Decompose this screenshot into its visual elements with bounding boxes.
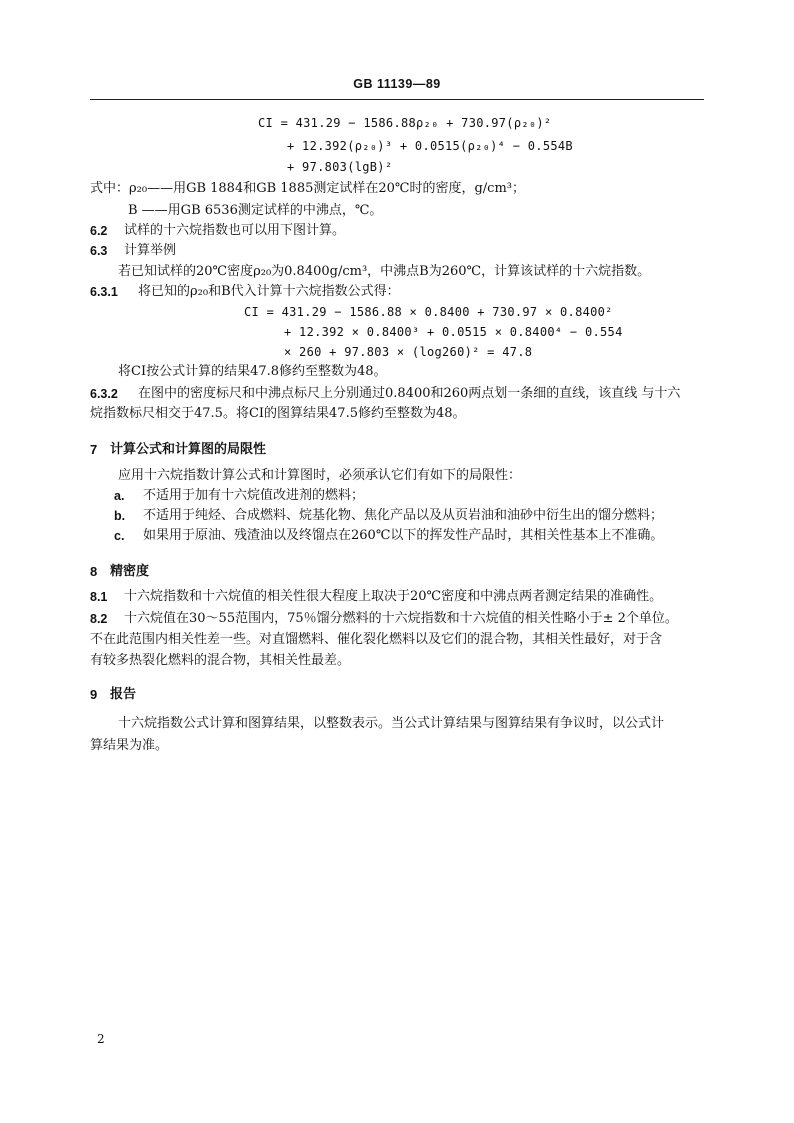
limitation-a-text: 不适用于加有十六烷值改进剂的燃料； <box>143 488 365 503</box>
where-line-2: B ——用GB 6536测定试样的中沸点，℃。 <box>128 203 383 218</box>
section-7-intro: 应用十六烷指数计算公式和计算图时，必须承认它们有如下的局限性： <box>118 468 522 483</box>
section-6-2-number: 6.2 <box>90 224 108 238</box>
section-8-1-number: 8.1 <box>90 590 108 604</box>
section-9-number: 9 <box>90 687 98 702</box>
section-9-line-2: 算结果为准。 <box>90 738 169 753</box>
calc-line-1: CI = 431.29 − 1586.88 × 0.8400 + 730.97 × 0.8400² <box>244 305 613 319</box>
section-6-3-2-line-2: 烷指数标尺相交于47.5。将CI的图算结果47.5修约至整数为48。 <box>90 406 466 421</box>
page-number: 2 <box>97 1032 105 1046</box>
section-8-number: 8 <box>90 564 98 579</box>
page-header: GB 11139—89 <box>353 77 441 91</box>
ci-formula-line-1: CI = 431.29 − 1586.88ρ₂₀ + 730.97(ρ₂₀)² <box>258 116 552 130</box>
limitation-b-label: b. <box>114 509 126 523</box>
ci-formula-line-3: + 97.803(lgB)² <box>287 160 393 174</box>
calc-line-3: × 260 + 97.803 × (log260)² = 47.8 <box>284 345 533 359</box>
section-6-3-1-number: 6.3.1 <box>90 285 118 299</box>
example-intro: 若已知试样的20℃密度ρ₂₀为0.8400g/cm³，中沸点B为260℃，计算该试样的十六烷指数。 <box>118 264 651 279</box>
section-8-2-number: 8.2 <box>90 612 108 626</box>
section-9-line-1: 十六烷指数公式计算和图算结果，以整数表示。当公式计算结果与图算结果有争议时，以公式计 <box>118 716 665 731</box>
rounding-text: 将CI按公式计算的结果47.8修约至整数为48。 <box>118 364 387 379</box>
section-7-title: 计算公式和计算图的局限性 <box>110 442 267 457</box>
section-6-3-number: 6.3 <box>90 244 108 258</box>
section-6-2-text: 试样的十六烷指数也可以用下图计算。 <box>124 223 346 238</box>
ci-formula-line-2: + 12.392(ρ₂₀)³ + 0.0515(ρ₂₀)⁴ − 0.554B <box>287 139 573 153</box>
section-6-3-2-number: 6.3.2 <box>90 387 118 401</box>
where-line-1: 式中：ρ₂₀——用GB 1884和GB 1885测定试样在20℃时的密度，g/cm³； <box>90 181 525 196</box>
section-8-2-line-3: 有较多热裂化燃料的混合物，其相关性最差。 <box>90 653 351 668</box>
section-8-2-line-2: 不在此范围内相关性差一些。对直馏燃料、催化裂化燃料以及它们的混合物，其相关性最好，对于含 <box>90 632 663 647</box>
section-8-title: 精密度 <box>110 564 150 579</box>
limitation-a-label: a. <box>114 489 125 503</box>
section-7-number: 7 <box>90 442 98 457</box>
section-9-title: 报告 <box>110 687 137 702</box>
section-8-1-text: 十六烷指数和十六烷值的相关性很大程度上取决于20℃密度和中沸点两者测定结果的准确性。 <box>124 589 663 604</box>
section-8-2-line-1: 十六烷值在30～55范围内，75％馏分燃料的十六烷指数和十六烷值的相关性略小于± 2个单位。 <box>124 611 678 626</box>
limitation-c-label: c. <box>114 529 125 543</box>
limitation-b-text: 不适用于纯烃、合成燃料、烷基化物、焦化产品以及从页岩油和油砂中衍生出的馏分燃料； <box>143 508 664 523</box>
section-6-3-2-line-1: 在图中的密度标尺和中沸点标尺上分别通过0.8400和260两点划一条细的直线，该直线 与十六 <box>138 386 681 401</box>
section-6-3-text: 计算举例 <box>124 243 177 258</box>
limitation-c-text: 如果用于原油、残渣油以及终馏点在260℃以下的挥发性产品时，其相关性基本上不准确。 <box>143 528 664 543</box>
calc-line-2: + 12.392 × 0.8400³ + 0.0515 × 0.8400⁴ − 0.554 <box>284 325 623 339</box>
header-rule <box>90 99 704 100</box>
section-6-3-1-text: 将已知的ρ₂₀和B代入计算十六烷指数公式得： <box>138 284 400 299</box>
